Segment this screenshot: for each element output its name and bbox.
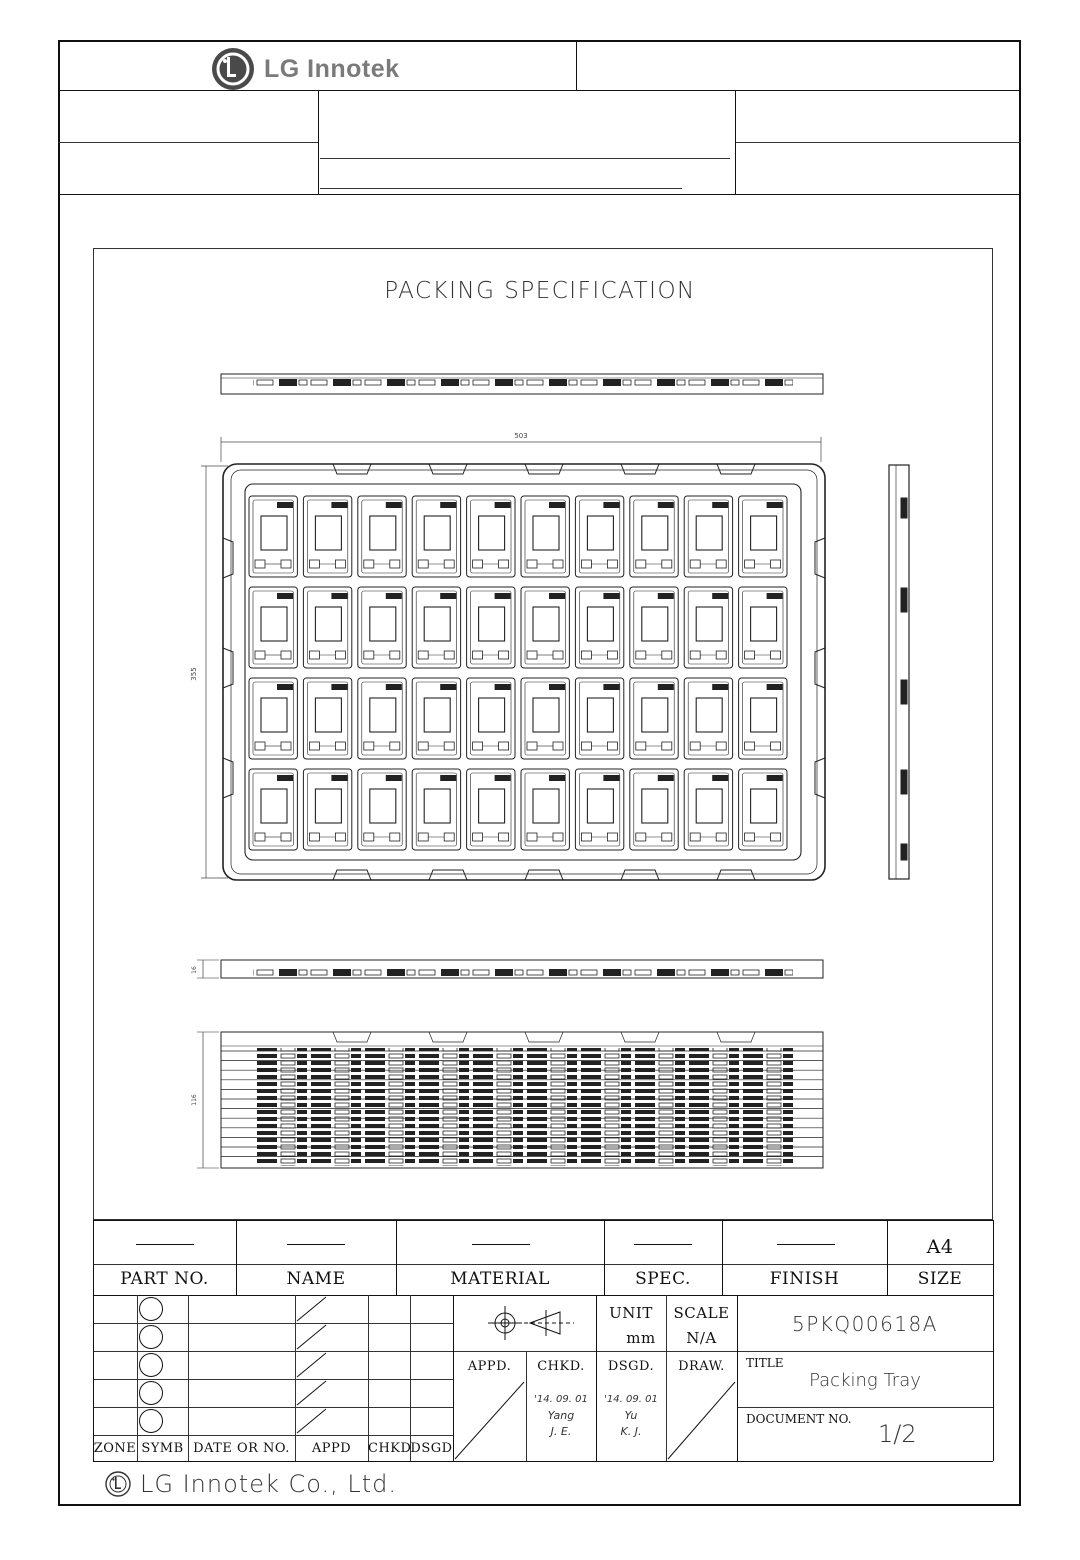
dsgd-date: '14. 09. 01 — [604, 1394, 658, 1405]
symb-label: SYMB — [141, 1441, 184, 1456]
size-header: SIZE — [917, 1269, 963, 1289]
unit-value: mm — [626, 1329, 656, 1347]
chkd-label: CHKD — [368, 1441, 412, 1456]
spec-header: SPEC. — [635, 1269, 691, 1289]
material-header: MATERIAL — [450, 1269, 550, 1289]
footer-company — [104, 1470, 397, 1498]
chkd-initials: J. E. — [550, 1425, 572, 1438]
dsgd-approval-label: DSGD. — [607, 1359, 655, 1374]
unit-label: UNIT — [609, 1304, 653, 1322]
part-no-header: PART NO. — [120, 1269, 209, 1289]
dimension-width-label: 503 — [514, 432, 528, 440]
chkd-date: '14. 09. 01 — [534, 1394, 588, 1405]
zone-label: ZONE — [93, 1441, 137, 1456]
dsgd-label: DSGD — [410, 1441, 453, 1456]
title-label: TITLE — [746, 1356, 784, 1370]
footer-company-name: LG Innotek Co., Ltd. — [140, 1470, 398, 1498]
appd-approval-label: APPD. — [467, 1359, 512, 1374]
title-value: Packing Tray — [809, 1370, 921, 1391]
scale-label: SCALE — [673, 1304, 730, 1322]
drawing-title: PACKING SPECIFICATION — [384, 278, 696, 304]
company-logo-text: LG Innotek — [264, 54, 400, 83]
document-no-value: 1/2 — [878, 1420, 917, 1448]
size-value: A4 — [926, 1236, 954, 1258]
dimension-stack-height-label: 116 — [191, 1094, 198, 1106]
scale-value: N/A — [686, 1329, 717, 1347]
appd-label: APPD — [311, 1441, 352, 1456]
dimension-height-label: 355 — [190, 667, 198, 681]
chkd-approval-label: CHKD. — [537, 1359, 585, 1374]
dsgd-initials: K. J. — [620, 1425, 642, 1438]
chkd-name: Yang — [547, 1409, 575, 1422]
dsgd-name: Yu — [624, 1409, 638, 1422]
document-no-label: DOCUMENT NO. — [746, 1412, 852, 1426]
date-or-no-label: DATE OR NO. — [193, 1441, 290, 1456]
part-number: 5PKQ00618A — [792, 1312, 938, 1336]
finish-header: FINISH — [769, 1269, 840, 1289]
lg-logo-icon — [104, 1470, 132, 1498]
projection-symbol-icon — [488, 1306, 574, 1340]
draw-approval-label: DRAW. — [678, 1359, 725, 1374]
name-header: NAME — [286, 1269, 346, 1289]
dimension-tray-height-label: 16 — [191, 966, 198, 974]
